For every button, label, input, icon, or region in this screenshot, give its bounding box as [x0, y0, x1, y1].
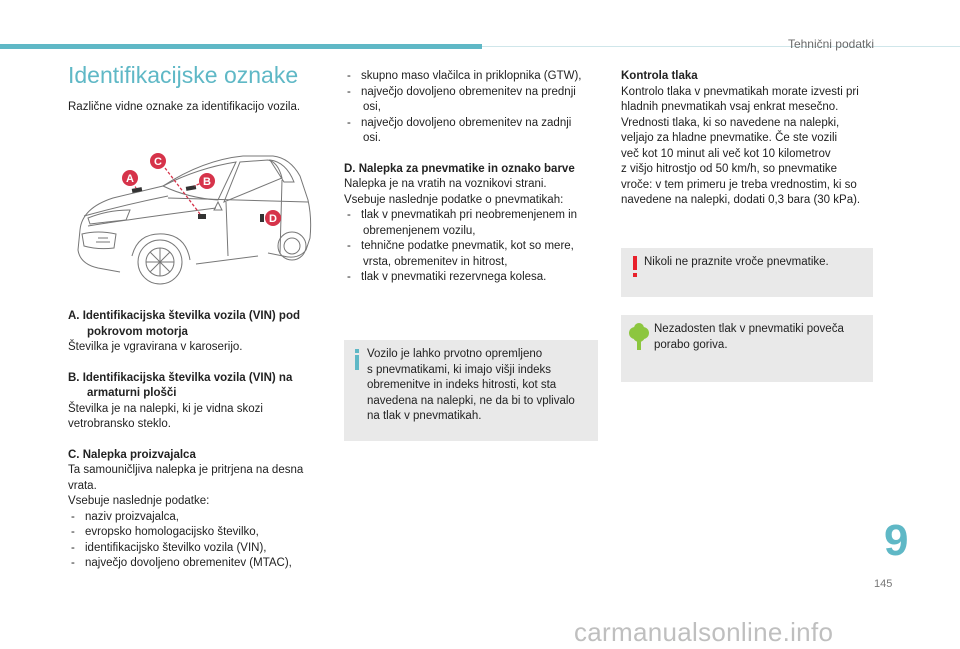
- pressure-line: več kot 10 minut ali več kot 10 kilometrov: [621, 147, 831, 160]
- column-2: [344, 69, 602, 286]
- section-b-heading: B. Identifikacijska številka vozila (VIN) na: [68, 371, 293, 384]
- list-item: - tehnične podatke pnevmatik, kot so mere,: [344, 239, 602, 255]
- list-item-cont: obremenjenem vozilu,: [363, 224, 476, 237]
- svg-text:D: D: [269, 213, 277, 225]
- list-item-cont: osi.: [363, 132, 381, 144]
- info-line: s pnevmatikami, ki imajo višji indeks: [367, 363, 552, 376]
- pressure-line: z višjo hitrostjo od 50 km/h, so pnevmatike: [621, 163, 838, 175]
- watermark: carmanualsonline.info: [574, 617, 834, 647]
- list-item-cont: osi,: [363, 101, 381, 113]
- info-line: na tlak v pnevmatikah.: [367, 410, 482, 422]
- header-rule: [482, 46, 960, 47]
- section-d-heading: D. Nalepka za pnevmatike in oznako barve: [344, 162, 575, 175]
- list-item: - skupno maso vlačilca in priklopnika (GTW),: [344, 69, 602, 85]
- list-item: - največjo dovoljeno obremenitev na prednji: [344, 85, 602, 101]
- car-illustration: [68, 138, 318, 298]
- info-icon: [352, 349, 362, 371]
- info-line: navedena na nalepki, ne da bi to vplivalo: [367, 394, 575, 407]
- page-title: Identifikacijske oznake: [68, 62, 299, 88]
- svg-text:A: A: [126, 173, 134, 185]
- section-a-text: Številka je vgravirana v karoserijo.: [68, 341, 243, 353]
- list-item: - evropsko homologacijsko številko,: [68, 525, 323, 541]
- section-b-heading-cont: armaturni plošči: [87, 387, 177, 399]
- section-b-text: Številka je na nalepki, ki je vidna skozi: [68, 402, 263, 415]
- pressure-heading: Kontrola tlaka: [621, 70, 698, 82]
- section-c-intro: Vsebuje naslednje podatke:: [68, 495, 210, 507]
- svg-text:C: C: [154, 156, 162, 168]
- section-d-intro: Vsebuje naslednje podatke o pnevmatikah:: [344, 193, 564, 206]
- info-line: Vozilo je lahko prvotno opremljeno: [367, 348, 543, 360]
- list-item-cont: vrsta, obremenitev in hitrost,: [363, 255, 508, 268]
- eco-line: Nezadosten tlak v pnevmatiki poveča: [654, 323, 844, 335]
- eco-box: [621, 315, 873, 382]
- svg-text:B: B: [203, 176, 211, 188]
- header-accent-bar: [0, 44, 482, 49]
- page-subtitle: Različne vidne oznake za identifikacijo vozila.: [68, 101, 301, 113]
- list-item: - identifikacijsko številko vozila (VIN),: [68, 541, 323, 557]
- warning-text: Nikoli ne praznite vroče pnevmatike.: [644, 256, 829, 268]
- eco-tree-icon: [627, 323, 651, 351]
- pressure-line: veljajo za hladne pnevmatike. Če ste vozili: [621, 132, 838, 144]
- section-d-text: Nalepka je na vratih na voznikovi strani.: [344, 178, 547, 190]
- pressure-line: hladnih pnevmatikah vsaj enkrat mesečno.: [621, 101, 839, 113]
- pressure-line: navedene na nalepki, dodati 0,3 bara (30 kPa).: [621, 194, 861, 206]
- pressure-line: Vrednosti tlaka, ki so navedene na nalepki,: [621, 116, 840, 129]
- section-a-heading: A. Identifikacijska številka vozila (VIN) pod: [68, 310, 300, 322]
- page-number: 145: [874, 578, 893, 590]
- list-item: - tlak v pnevmatiki rezervnega kolesa.: [344, 270, 602, 286]
- pressure-line: Kontrolo tlaka v pnevmatikah morate izvesti pri: [621, 85, 859, 98]
- section-c-text-2: vrata.: [68, 479, 97, 492]
- marker-d: [265, 210, 281, 226]
- warning-box: [621, 248, 873, 297]
- info-line: obremenitve in indeks hitrosti, kot sta: [367, 379, 557, 391]
- section-b-text-2: vetrobransko steklo.: [68, 418, 171, 430]
- info-box: [344, 340, 598, 441]
- marker-c: [150, 153, 166, 169]
- list-item: - tlak v pnevmatikah pri neobremenjenem in: [344, 208, 602, 224]
- section-c-heading: C. Nalepka proizvajalca: [68, 448, 196, 461]
- warning-icon: [631, 256, 639, 278]
- marker-a: [122, 170, 138, 186]
- chapter-title: Tehnični podatki: [787, 37, 874, 51]
- column-3: [621, 69, 876, 209]
- list-item: - največjo dovoljeno obremenitev na zadnji: [344, 116, 602, 132]
- section-a-heading-cont: pokrovom motorja: [87, 325, 188, 338]
- list-item: - naziv proizvajalca,: [68, 510, 323, 526]
- column-1: [68, 309, 323, 572]
- section-c-text: Ta samouničljiva nalepka je pritrjena na desna: [68, 464, 304, 476]
- eco-line: porabo goriva.: [654, 338, 728, 351]
- chapter-number: 9: [884, 516, 909, 565]
- marker-b: [199, 173, 215, 189]
- list-item: - največjo dovoljeno obremenitev (MTAC),: [68, 556, 323, 572]
- pressure-line: vroče: v tem primeru je treba vrednostim, ki so: [621, 178, 857, 191]
